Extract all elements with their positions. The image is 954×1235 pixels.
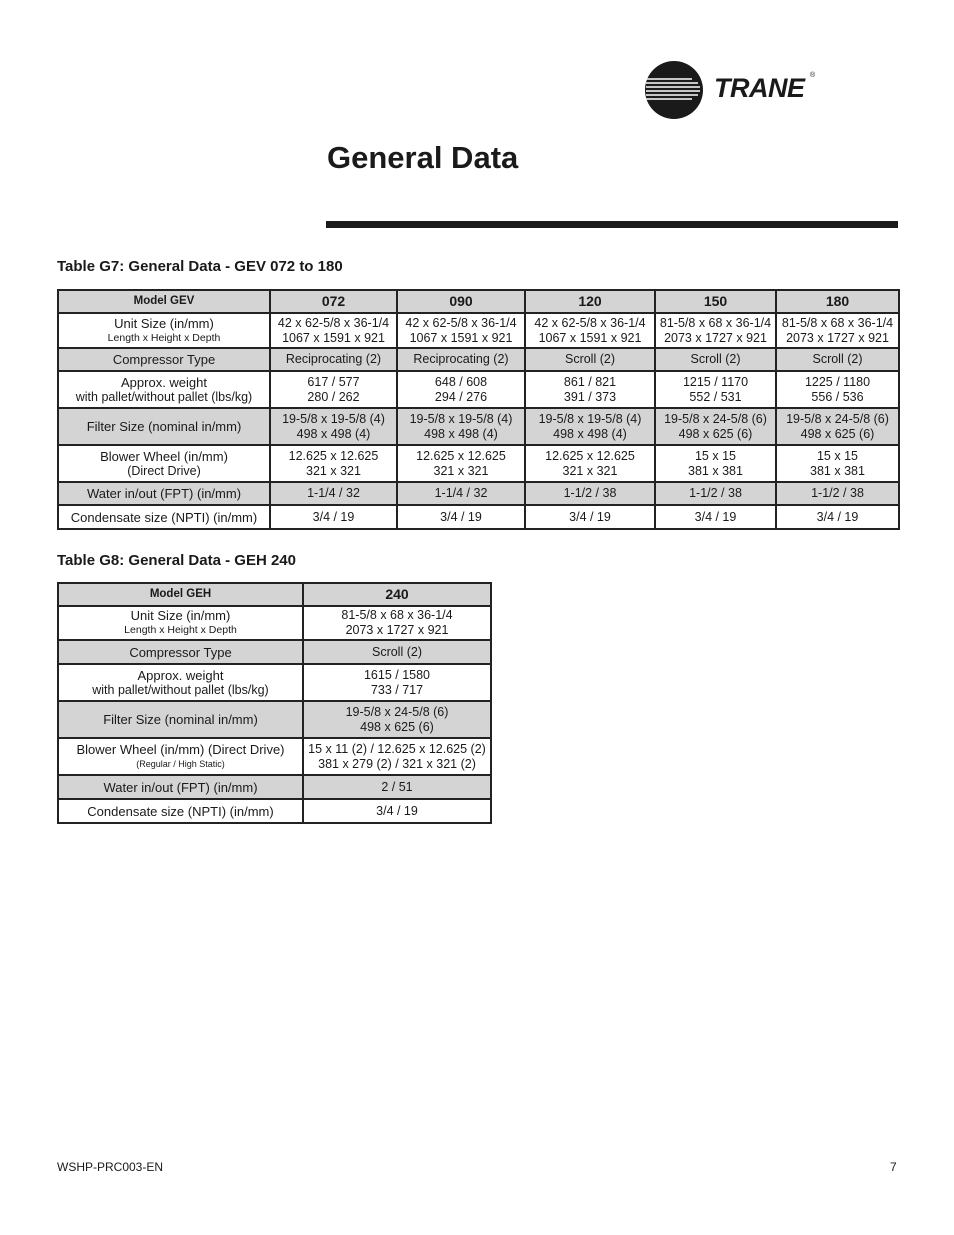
registered-mark: ®	[810, 72, 816, 79]
row-label: Approx. weight	[121, 374, 207, 390]
cell-value: 1-1/4 / 32	[307, 486, 360, 500]
value-cell	[397, 505, 525, 529]
cell-value: 1215 / 1170	[682, 374, 749, 389]
table-row	[58, 640, 491, 664]
cell-value: 1615 / 1580	[363, 667, 431, 682]
cell-value: 81-5/8 x 68 x 36-1/4	[781, 315, 894, 330]
table-row	[58, 738, 491, 775]
row-label: Condensate size (NPTI) (in/mm)	[70, 509, 258, 525]
value-cell	[655, 505, 776, 529]
value-cell	[270, 371, 397, 408]
document-code: WSHP-PRC003-EN	[57, 1160, 164, 1174]
value-cell	[303, 775, 491, 799]
cell-value: 1-1/2 / 38	[689, 486, 742, 500]
row-sublabel: Length x Height x Depth	[124, 624, 237, 636]
value-cell	[655, 371, 776, 408]
cell-value: 42 x 62-5/8 x 36-1/4	[534, 315, 646, 330]
row-label: Filter Size (nominal in/mm)	[86, 419, 242, 434]
cell-value: 391 / 373	[563, 389, 617, 404]
brand-name: TRANE	[714, 73, 805, 103]
cell-value: 3/4 / 19	[312, 509, 355, 524]
cell-value: 12.625 x 12.625	[288, 448, 379, 463]
cell-value: 2 / 51	[381, 779, 413, 794]
cell-value: 381 x 279 (2) / 321 x 321 (2)	[318, 756, 476, 771]
cell-value: 81-5/8 x 68 x 36-1/4	[659, 315, 772, 330]
cell-value: 1067 x 1591 x 921	[538, 330, 642, 345]
model-column-header: 120	[525, 290, 655, 313]
table-row	[58, 371, 899, 408]
row-label-cell	[58, 408, 270, 445]
row-label: Compressor Type	[129, 644, 232, 660]
cell-value: 381 x 381	[810, 463, 865, 478]
row-label-cell	[58, 664, 303, 701]
value-cell	[303, 640, 491, 664]
value-cell	[525, 371, 655, 408]
title-rule	[326, 221, 898, 228]
cell-value: 2073 x 1727 x 921	[786, 330, 889, 345]
cell-value: 15 x 15	[816, 448, 858, 463]
row-label: Condensate size (NPTI) (in/mm)	[87, 803, 274, 819]
value-cell	[397, 348, 525, 371]
cell-value: Reciprocating (2)	[285, 352, 382, 366]
cell-value: Scroll (2)	[564, 352, 615, 366]
cell-value: 1-1/2 / 38	[563, 486, 617, 500]
cell-value: 12.625 x 12.625	[416, 448, 506, 463]
value-cell	[303, 799, 491, 823]
row-label-line2: (Direct Drive)	[127, 463, 201, 478]
value-cell	[303, 701, 491, 738]
table-row	[58, 701, 491, 738]
row-label: Blower Wheel (in/mm) (Direct Drive)	[76, 741, 285, 757]
cell-value: 552 / 531	[689, 389, 742, 404]
value-cell	[397, 408, 525, 445]
value-cell	[655, 408, 776, 445]
table-row	[58, 408, 899, 445]
value-cell	[655, 482, 776, 505]
cell-value: 19-5/8 x 24-5/8 (6)	[786, 411, 889, 426]
cell-value: 648 / 608	[434, 374, 488, 389]
row-label-cell	[58, 445, 270, 482]
table-header-row	[58, 583, 491, 606]
row-label-cell	[58, 371, 270, 408]
cell-value: 321 x 321	[562, 463, 618, 478]
row-label-cell	[58, 799, 303, 823]
row-label: Approx. weight	[137, 667, 224, 683]
cell-value: 19-5/8 x 19-5/8 (4)	[538, 411, 642, 426]
table-row	[58, 313, 899, 348]
trane-globe-icon	[644, 60, 704, 120]
value-cell	[776, 313, 899, 348]
table-row	[58, 664, 491, 701]
model-header-label: Model GEV	[58, 290, 270, 313]
cell-value: 1-1/2 / 38	[811, 486, 864, 500]
row-label-cell	[58, 738, 303, 775]
trane-logo	[644, 60, 824, 120]
row-label: Filter Size (nominal in/mm)	[103, 712, 258, 727]
cell-value: Scroll (2)	[812, 352, 863, 366]
row-label: Unit Size (in/mm)	[130, 608, 231, 623]
table-row	[58, 606, 491, 640]
cell-value: 1-1/4 / 32	[434, 486, 488, 500]
model-column-header: 180	[776, 290, 899, 313]
model-column-header: 090	[397, 290, 525, 313]
cell-value: 498 x 625 (6)	[800, 426, 875, 441]
row-label: Water in/out (FPT) (in/mm)	[103, 779, 258, 795]
cell-value: 1225 / 1180	[804, 374, 871, 389]
cell-value: 294 / 276	[434, 389, 488, 404]
cell-value: Scroll (2)	[371, 644, 422, 659]
value-cell	[397, 445, 525, 482]
table-g8	[57, 582, 492, 824]
value-cell	[270, 445, 397, 482]
cell-value: 19-5/8 x 19-5/8 (4)	[282, 411, 385, 426]
table-row	[58, 445, 899, 482]
value-cell	[303, 738, 491, 775]
cell-value: 2073 x 1727 x 921	[664, 330, 767, 345]
row-label: Compressor Type	[112, 352, 216, 367]
cell-value: 19-5/8 x 24-5/8 (6)	[345, 704, 449, 719]
row-label-cell	[58, 640, 303, 664]
value-cell	[525, 348, 655, 371]
cell-value: 321 x 321	[306, 463, 361, 478]
cell-value: 19-5/8 x 24-5/8 (6)	[664, 411, 767, 426]
cell-value: 3/4 / 19	[440, 509, 482, 524]
value-cell	[776, 445, 899, 482]
row-label: Water in/out (FPT) (in/mm)	[86, 486, 242, 501]
page-title: General Data	[327, 140, 519, 175]
row-tiny-label: (Regular / High Static)	[136, 758, 225, 769]
row-label: Unit Size (in/mm)	[114, 315, 214, 331]
cell-value: 1067 x 1591 x 921	[282, 330, 385, 345]
cell-value: 733 / 717	[370, 682, 424, 697]
cell-value: 498 x 498 (4)	[553, 426, 627, 441]
value-cell	[270, 348, 397, 371]
model-column-header: 150	[655, 290, 776, 313]
cell-value: 556 / 536	[811, 389, 864, 404]
cell-value: 81-5/8 x 68 x 36-1/4	[341, 608, 453, 622]
table-header-row	[58, 290, 899, 313]
cell-value: 861 / 821	[563, 374, 617, 389]
value-cell	[303, 664, 491, 701]
cell-value: 15 x 15	[694, 448, 736, 463]
value-cell	[776, 482, 899, 505]
cell-value: 42 x 62-5/8 x 36-1/4	[405, 315, 517, 330]
value-cell	[270, 482, 397, 505]
value-cell	[776, 348, 899, 371]
value-cell	[655, 445, 776, 482]
cell-value: 617 / 577	[307, 374, 360, 389]
model-column-header: 072	[270, 290, 397, 313]
value-cell	[776, 505, 899, 529]
value-cell	[655, 348, 776, 371]
cell-value: 498 x 625 (6)	[678, 426, 753, 441]
page-number: 7	[890, 1160, 897, 1174]
row-label-cell	[58, 606, 303, 640]
cell-value: 3/4 / 19	[569, 509, 611, 524]
table-g7-caption: Table G7: General Data - GEV 072 to 180	[57, 258, 343, 275]
cell-value: 3/4 / 19	[694, 509, 737, 524]
value-cell	[303, 606, 491, 640]
table-g8-caption: Table G8: General Data - GEH 240	[57, 552, 296, 569]
row-label-cell	[58, 775, 303, 799]
value-cell	[270, 313, 397, 348]
cell-value: 280 / 262	[307, 389, 360, 404]
cell-value: 3/4 / 19	[816, 509, 859, 524]
cell-value: 15 x 11 (2) / 12.625 x 12.625 (2)	[308, 741, 486, 756]
value-cell	[270, 408, 397, 445]
cell-value: 42 x 62-5/8 x 36-1/4	[277, 315, 390, 330]
table-row	[58, 348, 899, 371]
table-row	[58, 482, 899, 505]
cell-value: 2073 x 1727 x 921	[345, 623, 449, 637]
value-cell	[525, 408, 655, 445]
table-row	[58, 505, 899, 529]
value-cell	[655, 313, 776, 348]
value-cell	[525, 482, 655, 505]
value-cell	[776, 408, 899, 445]
value-cell	[525, 313, 655, 348]
cell-value: 3/4 / 19	[376, 803, 418, 818]
model-column-header: 240	[303, 583, 491, 606]
cell-value: 1067 x 1591 x 921	[409, 330, 513, 345]
value-cell	[525, 505, 655, 529]
row-label-line2: with pallet/without pallet (lbs/kg)	[92, 682, 269, 697]
cell-value: 498 x 498 (4)	[424, 426, 498, 441]
cell-value: 12.625 x 12.625	[545, 448, 635, 463]
value-cell	[776, 371, 899, 408]
value-cell	[397, 371, 525, 408]
cell-value: Scroll (2)	[690, 352, 741, 366]
model-header-label: Model GEH	[58, 583, 303, 606]
row-label-cell	[58, 505, 270, 529]
value-cell	[397, 482, 525, 505]
cell-value: Reciprocating (2)	[413, 352, 509, 366]
value-cell	[525, 445, 655, 482]
cell-value: 381 x 381	[688, 463, 743, 478]
value-cell	[270, 505, 397, 529]
row-sublabel: Length x Height x Depth	[107, 331, 221, 344]
cell-value: 498 x 498 (4)	[296, 426, 371, 441]
row-label-cell	[58, 701, 303, 738]
cell-value: 19-5/8 x 19-5/8 (4)	[409, 411, 513, 426]
table-row	[58, 799, 491, 823]
table-g7	[57, 289, 900, 530]
cell-value: 321 x 321	[433, 463, 489, 478]
value-cell	[397, 313, 525, 348]
row-label-cell	[58, 313, 270, 348]
row-label-line2: with pallet/without pallet (lbs/kg)	[75, 389, 253, 404]
row-label: Blower Wheel (in/mm)	[100, 448, 228, 464]
table-row	[58, 775, 491, 799]
cell-value: 498 x 625 (6)	[360, 719, 434, 734]
row-label-cell	[58, 482, 270, 505]
row-label-cell	[58, 348, 270, 371]
